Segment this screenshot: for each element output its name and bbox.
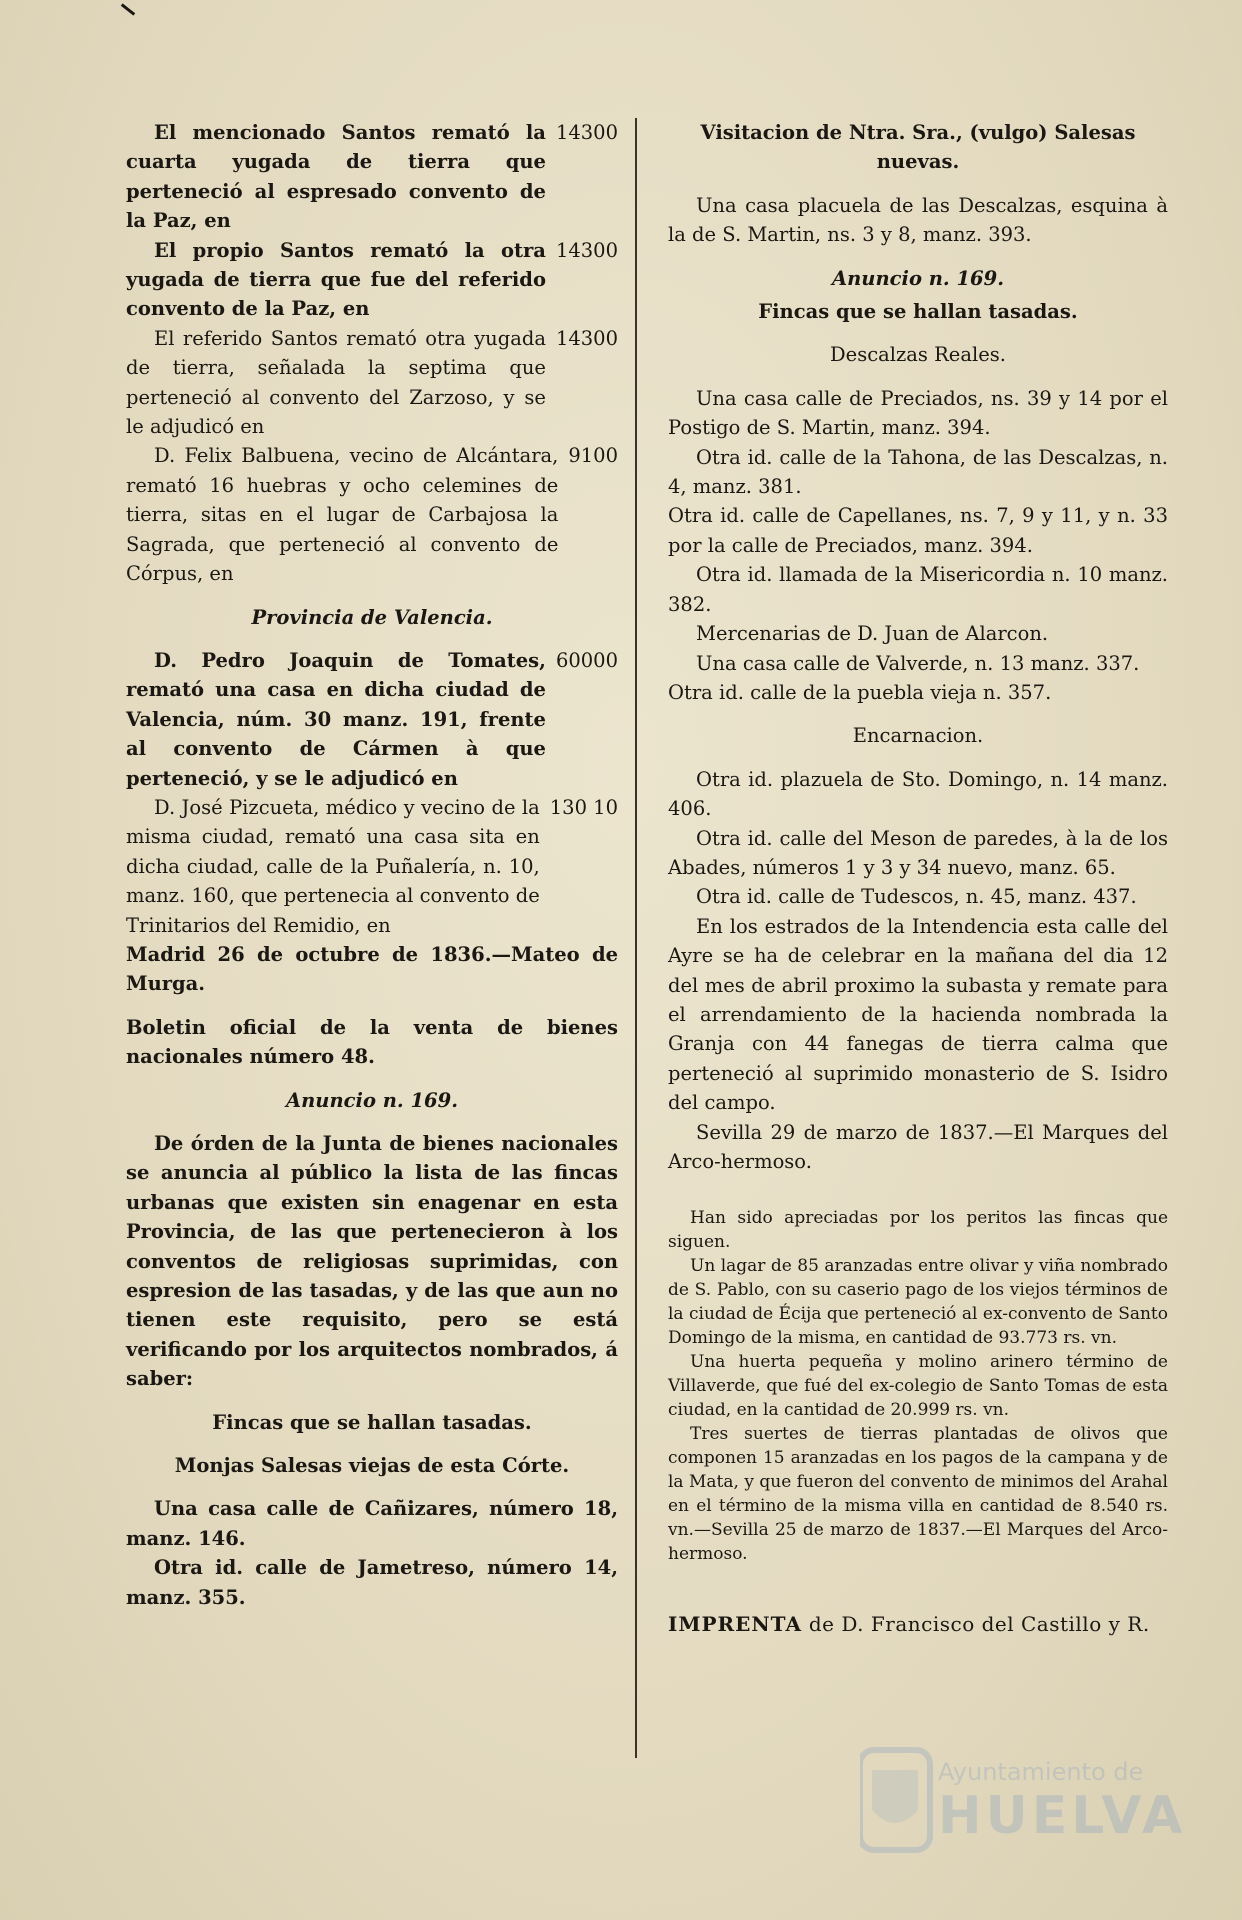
property-entry: Otra id. llamada de la Misericordia n. 10 manz. 382. [668, 563, 1168, 616]
entry-amount: 14300 [555, 121, 618, 144]
entry-4 [126, 441, 618, 588]
watermark-line1: Ayuntamiento de [938, 1758, 1144, 1786]
imprint-line [668, 1610, 1168, 1639]
watermark-line2: HUELVA [938, 1786, 1187, 1846]
section-heading-valencia: Provincia de Valencia. [251, 605, 493, 629]
entry-text: D. José Pizcueta, médico y vecino de la misma ciudad, remató una casa sita en dicha ciudad, calle de la Puñalería, n. 10, manz. 160, que pertenecia al convento de Trinitarios del Remidio, en [126, 795, 540, 937]
entry-text: El referido Santos remató otra yugada de tierra, señalada la septima que perteneció al convento del Zarzoso, y se le adjudicó en [126, 326, 546, 439]
entry-amount: 130 10 [549, 795, 618, 819]
entry-amount: 9100 [568, 444, 618, 468]
property-entry: Otra id. calle de Tudescos, n. 45, manz. 437. [696, 885, 1137, 909]
entry-text: D. Pedro Joaquin de Tomates, remató una casa en dicha ciudad de Valencia, núm. 30 manz. 191, frente al convento de Cármen à que perteneció, y se le adjudicó en [126, 648, 546, 790]
entry-1 [126, 118, 618, 236]
property-entry: Otra id. plazuela de Sto. Domingo, n. 14 manz. 406. [668, 767, 1168, 821]
announcement-body: De órden de la Junta de bienes nacionales se anuncia al público la lista de las fincas urbanas que existen sin enagenar en esta Provincia, de las que pertenecieron à los conventos de religiosas suprimidas, con espresion de las tasadas, y de las que aun no tienen este requisito, pero se está verificando por los arquitectos nombrados, á saber: [126, 1132, 618, 1391]
section-heading-fincas: Fincas que se hallan tasadas. [212, 1410, 532, 1434]
entry-5 [126, 646, 618, 793]
appraisal-entry: Tres suertes de tierras plantadas de olivos que componen 15 aranzadas en los pagos de la campana y de la Mata, y que fueron del convento de minimos del Arahal en el término de la misma villa en cantidad de 8.540 rs. vn.—Sevilla 25 de marzo de 1837.—El Marques del Arco-hermoso. [668, 1424, 1168, 1565]
entry-amount: 60000 [555, 648, 618, 672]
right-column [668, 118, 1168, 1640]
property-entry: Otra id. calle de Capellanes, ns. 7, 9 y 11, y n. 33 por la calle de Preciados, manz. 394. [668, 504, 1168, 557]
bulletin-title: Boletin oficial de la venta de bienes nacionales número 48. [126, 1015, 618, 1069]
appraisal-intro: Han sido apreciadas por los peritos las fincas que siguen. [668, 1208, 1168, 1253]
property-entry: Una casa calle de Preciados, ns. 39 y 14 por el Postigo de S. Martin, manz. 394. [668, 386, 1168, 440]
entry-text: D. Felix Balbuena, vecino de Alcántara, remató 16 huebras y ocho celemines de tierra, sitas en el lugar de Carbajosa la Sagrada, que perteneció al convento de Córpus, en [126, 444, 559, 586]
property-entry: Una casa calle de Valverde, n. 13 manz. 337. [696, 651, 1140, 675]
property-entry: Otra id. calle de Jametreso, número 14, manz. 355. [126, 1556, 618, 1609]
left-column [126, 118, 618, 1612]
signature-madrid: Madrid 26 de octubre de 1836.—Mateo de Murga. [126, 942, 618, 996]
announcement-heading: Anuncio n. 169. [832, 266, 1004, 290]
entry-2 [126, 236, 618, 324]
appraisal-notice [668, 1206, 1168, 1566]
section-heading-mercenarias: Mercenarias de D. Juan de Alarcon. [696, 622, 1049, 646]
watermark-huelva [860, 1720, 1187, 1900]
section-heading-fincas: Fincas que se hallan tasadas. [758, 300, 1078, 324]
announcement-heading: Anuncio n. 169. [286, 1088, 458, 1112]
column-divider [635, 118, 637, 1758]
entry-amount: 14300 [555, 326, 618, 350]
entry-amount: 14300 [555, 238, 618, 262]
property-entry: Otra id. calle del Meson de paredes, à la de los Abades, números 1 y 3 y 34 nuevo, manz. 65. [668, 826, 1168, 879]
property-entry: Una casa placuela de las Descalzas, esquina à la de S. Martin, ns. 3 y 8, manz. 393. [668, 193, 1168, 247]
section-heading-encarnacion: Encarnacion. [852, 724, 984, 748]
entry-text: El mencionado Santos remató la cuarta yugada de tierra que perteneció al espresado convento de la Paz, en [126, 121, 546, 233]
section-heading-descalzas: Descalzas Reales. [830, 343, 1006, 367]
signature-sevilla: Sevilla 29 de marzo de 1837.—El Marques del Arco-hermoso. [668, 1120, 1168, 1173]
property-entry: Una casa calle de Cañizares, número 18, manz. 146. [126, 1497, 618, 1550]
section-heading-monjas: Monjas Salesas viejas de esta Córte. [174, 1454, 570, 1478]
imprint-caps: IMPRENTA [668, 1612, 802, 1637]
property-entry: Otra id. calle de la puebla vieja n. 357. [668, 680, 1052, 704]
entry-text: El propio Santos remató la otra yugada de tierra que fue del referido convento de la Paz, en [126, 238, 546, 321]
entry-6 [126, 793, 618, 940]
corner-mark [121, 3, 135, 15]
entry-3 [126, 324, 618, 442]
appraisal-entry: Un lagar de 85 aranzadas entre olivar y viña nombrado de S. Pablo, con su caserio pago de los viejos términos de la ciudad de Écija que perteneció al ex-convento de Santo Domingo de la misma, en cantidad de 93.773 rs. vn. [668, 1256, 1168, 1349]
property-entry: Otra id. calle de la Tahona, de las Descalzas, n. 4, manz. 381. [668, 445, 1168, 499]
auction-notice: En los estrados de la Intendencia esta calle del Ayre se ha de celebrar en la mañana del dia 12 del mes de abril proximo la subasta y remate para el arrendamiento de la hacienda nombrada la Granja con 44 fanegas de tierra calma que perteneció al suprimido monasterio de S. Isidro del campo. [668, 914, 1168, 1115]
section-heading-visitacion: Visitacion de Ntra. Sra., (vulgo) Salesas nuevas. [700, 121, 1136, 174]
imprint-rest: de D. Francisco del Castillo y R. [808, 1612, 1150, 1637]
appraisal-entry: Una huerta pequeña y molino arinero término de Villaverde, que fué del ex-colegio de Santo Tomas de esta ciudad, en la cantidad de 20.999 rs. vn. [668, 1352, 1168, 1421]
